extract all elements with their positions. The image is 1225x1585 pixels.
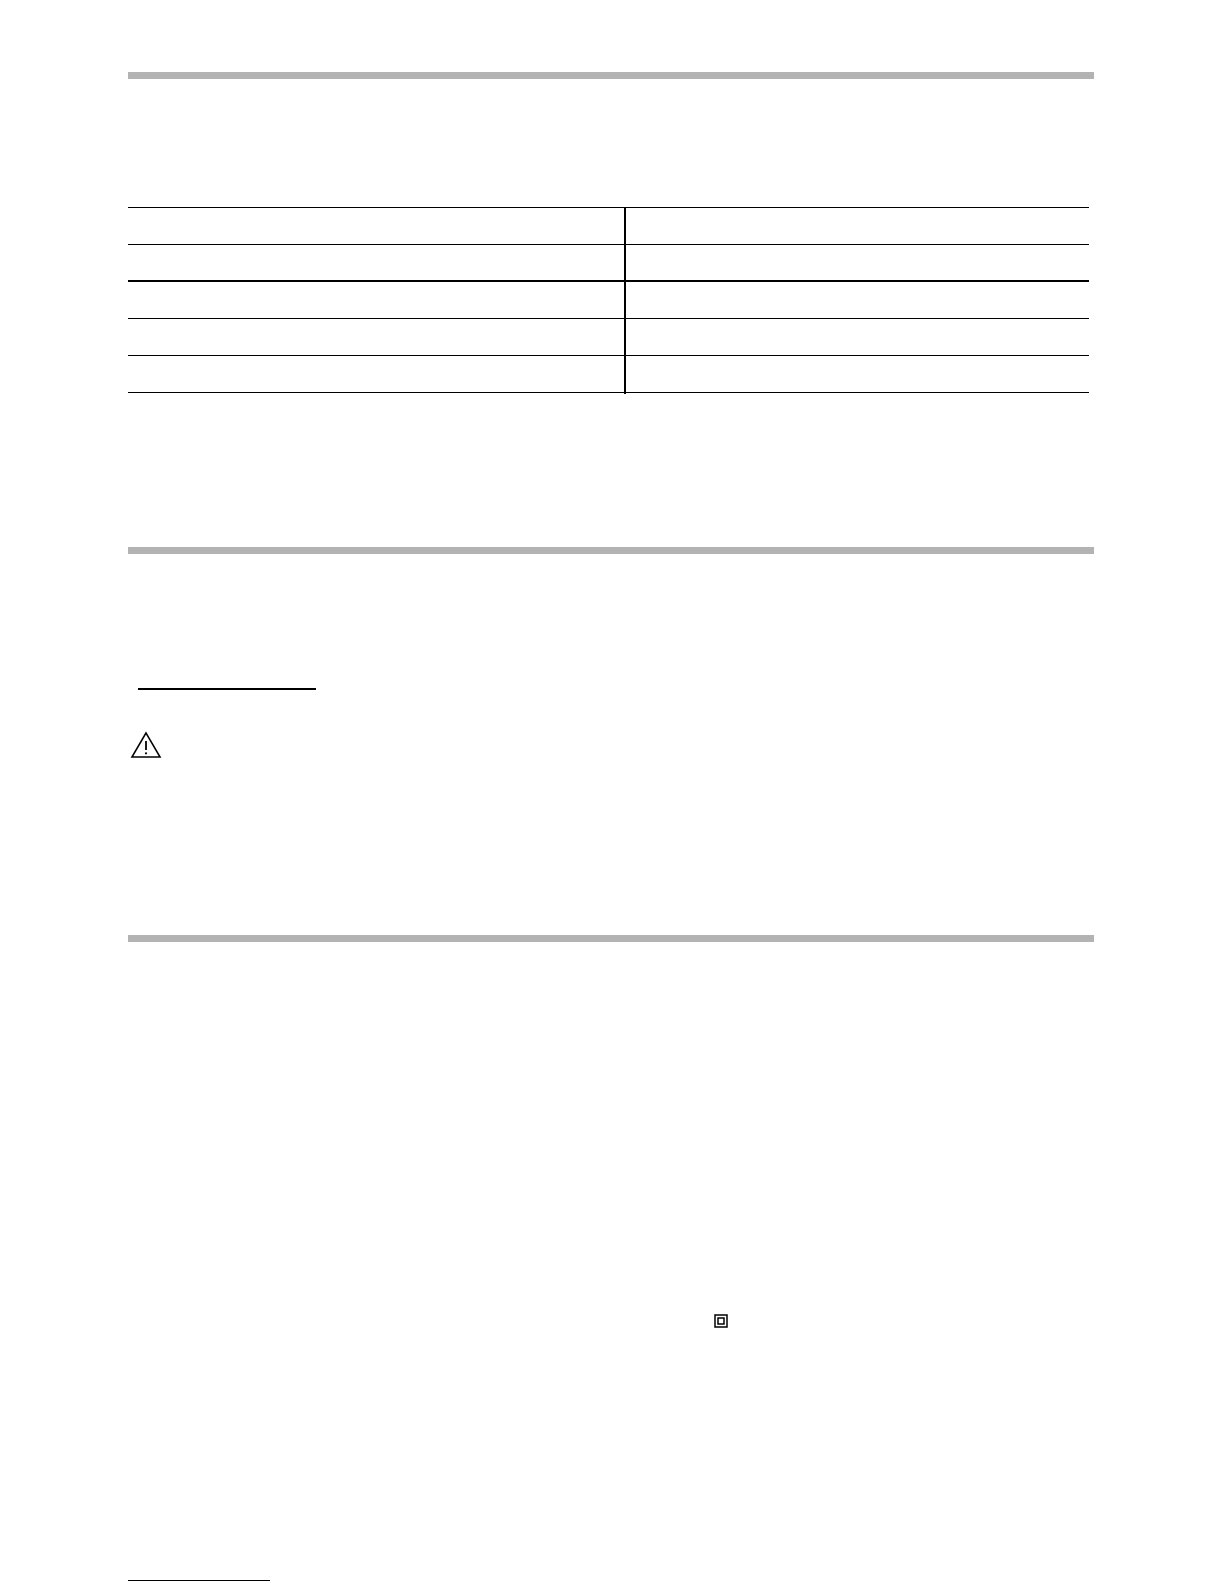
table-cell-label (134, 282, 618, 318)
table-cell-label (134, 208, 618, 244)
section-divider-bar-1 (128, 72, 1094, 79)
warning-triangle-icon (130, 731, 162, 759)
table-cell-value (634, 319, 1084, 355)
double-insulation-icon (714, 1314, 728, 1328)
specification-table (128, 207, 1089, 394)
table-row (128, 356, 1089, 393)
table-cell-label (134, 245, 618, 281)
table-cell-value (634, 356, 1084, 392)
section-divider-bar-3 (128, 935, 1094, 942)
section-divider-bar-2 (128, 547, 1094, 554)
table-row (128, 282, 1089, 319)
table-cell-value (634, 282, 1084, 318)
table-row (128, 245, 1089, 282)
table-row (128, 208, 1089, 245)
table-cell-value (634, 208, 1084, 244)
table-cell-label (134, 356, 618, 392)
heading-underline (138, 688, 316, 690)
footnote-separator (128, 1580, 270, 1581)
table-column-divider (624, 208, 626, 394)
table-row (128, 319, 1089, 356)
table-cell-value (634, 245, 1084, 281)
table-cell-label (134, 319, 618, 355)
